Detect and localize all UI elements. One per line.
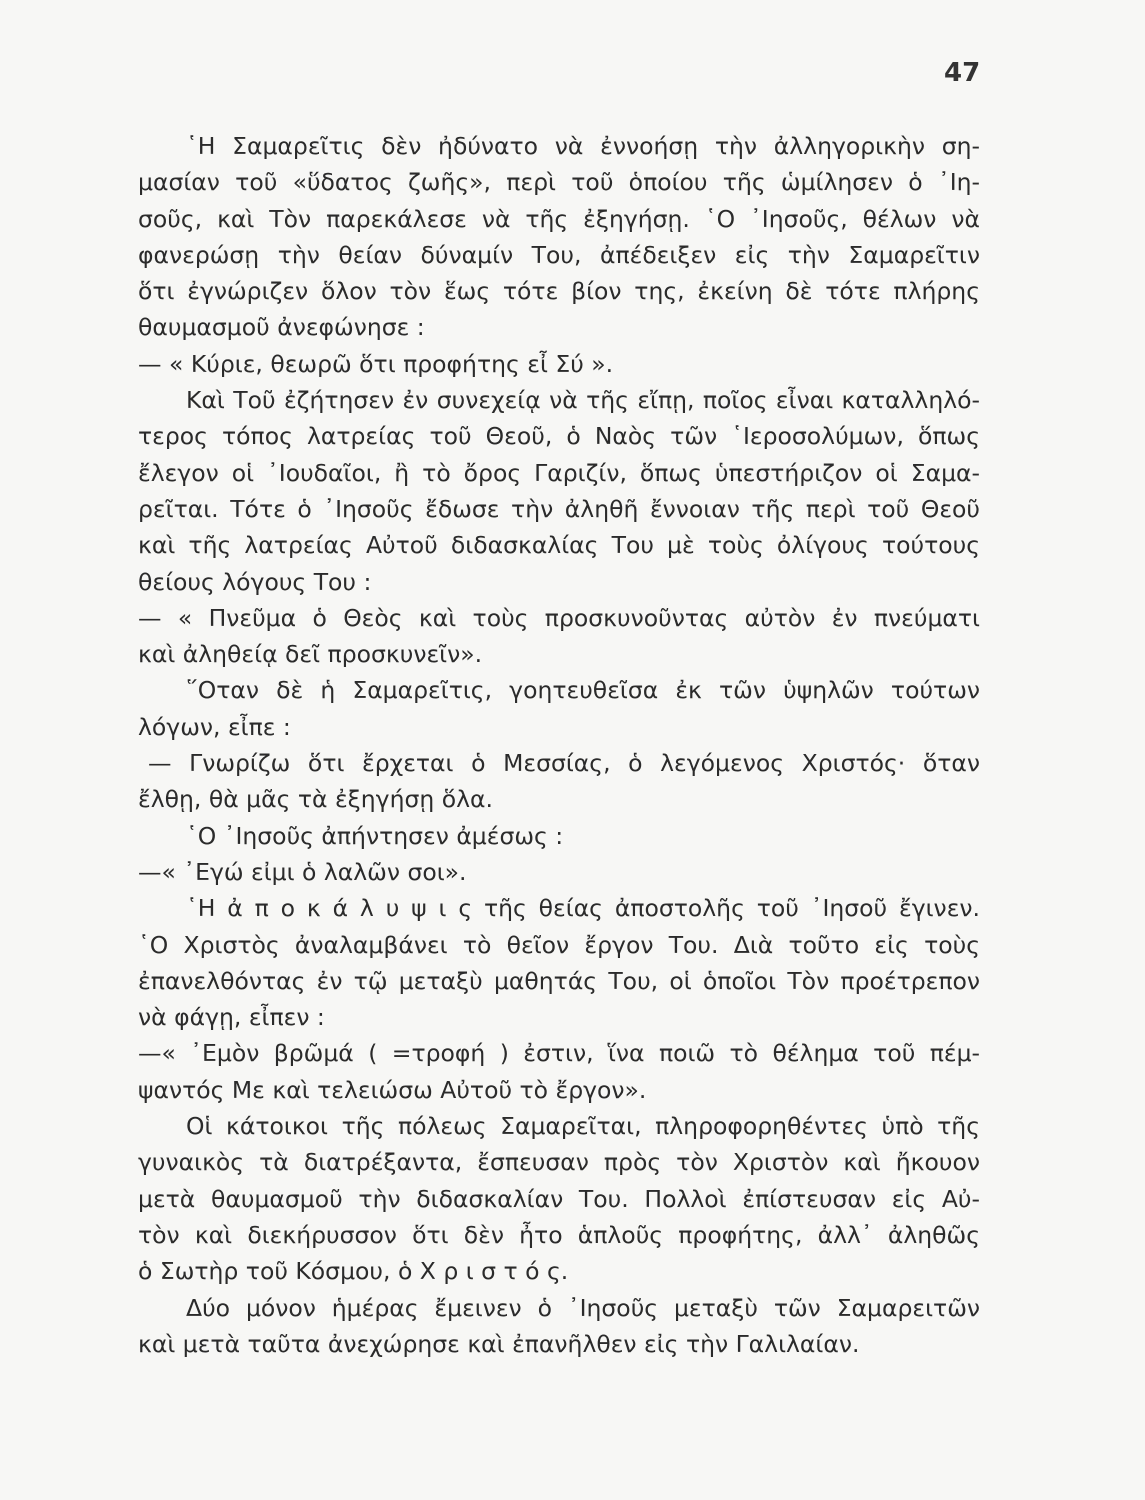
text-line: —« ᾿Εμὸν βρῶμά ( =τροφή ) ἐστιν, ἵνα ποιῶ τὸ θέλημα τοῦ πέμ- (138, 1039, 980, 1068)
text-line: Καὶ Τοῦ ἐζήτησεν ἐν συνεχείᾳ νὰ τῆς εἴπῃ, ποῖος εἶναι καταλληλό- (186, 386, 980, 415)
text-line: φανερώσῃ τὴν θείαν δύναμίν Του, ἀπέδειξεν εἰς τὴν Σαμαρεῖτιν (138, 240, 980, 269)
text-line: ἐπανελθόντας ἐν τῷ μεταξὺ μαθητάς Του, οἱ ὁποῖοι Τὸν προέτρεπον (138, 966, 980, 995)
text-line: ρεῖται. Τότε ὁ ᾿Ιησοῦς ἔδωσε τὴν ἀληθῆ ἔννοιαν τῆς περὶ τοῦ Θεοῦ (138, 494, 980, 523)
text-line: ὁ Σωτὴρ τοῦ Κόσμου, ὁ Χ ρ ι σ τ ό ς. (138, 1257, 569, 1286)
text-line: σοῦς, καὶ Τὸν παρεκάλεσε νὰ τῆς ἐξηγήσῃ. ῾Ο ᾿Ιησοῦς, θέλων νὰ (138, 204, 980, 233)
text-line: γυναικὸς τὰ διατρέξαντα, ἔσπευσαν πρὸς τὸν Χριστὸν καὶ ἤκουον (138, 1148, 980, 1177)
text-line: — Γνωρίζω ὅτι ἔρχεται ὁ Μεσσίας, ὁ λεγόμενος Χριστός· ὅταν (148, 749, 980, 778)
page-number: 47 (944, 58, 981, 88)
text-line: τὸν καὶ διεκήρυσσον ὅτι δὲν ἦτο ἁπλοῦς προφήτης, ἀλλ᾿ ἀληθῶς (138, 1220, 980, 1249)
text-line: ἔλθῃ, θὰ μᾶς τὰ ἐξηγήσῃ ὅλα. (138, 785, 493, 814)
text-line: ὅτι ἐγνώριζεν ὅλον τὸν ἕως τότε βίον της, ἐκείνη δὲ τότε πλήρης (138, 277, 980, 306)
text-line: ἔλεγον οἱ ᾿Ιουδαῖοι, ἢ τὸ ὄρος Γαριζίν, ὅπως ὑπεστήριζον οἱ Σαμα- (138, 458, 980, 487)
text-line: νὰ φάγῃ, εἶπεν : (138, 1003, 325, 1032)
text-line: ῾Ο ᾿Ιησοῦς ἀπήντησεν ἀμέσως : (186, 821, 564, 850)
text-line: καὶ ἀληθείᾳ δεῖ προσκυνεῖν». (138, 640, 483, 669)
text-line: ῾Η Σαμαρεῖτις δὲν ἠδύνατο νὰ ἐννοήσῃ τὴν ἀλληγορικὴν ση- (186, 132, 980, 160)
text-line: καὶ μετὰ ταῦτα ἀνεχώρησε καὶ ἐπανῆλθεν εἰς τὴν Γαλιλαίαν. (138, 1329, 860, 1358)
text-line: — « Πνεῦμα ὁ Θεὸς καὶ τοὺς προσκυνοῦντας αὐτὸν ἐν πνεύματι (138, 603, 980, 632)
text-line: ῾Ο Χριστὸς ἀναλαμβάνει τὸ θεῖον ἔργον Του. Διὰ τοῦτο εἰς τοὺς (138, 930, 980, 959)
text-line: θείους λόγους Του : (138, 567, 372, 596)
text-line: Οἱ κάτοικοι τῆς πόλεως Σαμαρεῖται, πληροφορηθέντες ὑπὸ τῆς (186, 1112, 980, 1141)
text-line: — « Κύριε, θεωρῶ ὅτι προφήτης εἶ Σύ ». (138, 349, 614, 378)
text-line: λόγων, εἶπε : (138, 712, 291, 741)
text-line: θαυμασμοῦ ἀνεφώνησε : (138, 313, 425, 342)
text-line: τερος τόπος λατρείας τοῦ Θεοῦ, ὁ Ναὸς τῶν ῾Ιεροσολύμων, ὅπως (138, 422, 980, 451)
text-line: —« ᾿Εγώ εἰμι ὁ λαλῶν σοι». (138, 857, 467, 886)
text-line: ῾Η ἀ π ο κ ά λ υ ψ ι ς τῆς θείας ἀποστολῆς τοῦ ᾿Ιησοῦ ἔγινεν. (186, 894, 980, 923)
body-text (138, 128, 980, 1362)
text-line: Δύο μόνον ἡμέρας ἔμεινεν ὁ ᾿Ιησοῦς μεταξὺ τῶν Σαμαρειτῶν (186, 1293, 980, 1322)
text-line: καὶ τῆς λατρείας Αὐτοῦ διδασκαλίας Του μὲ τοὺς ὀλίγους τούτους (138, 531, 980, 560)
text-line: ψαντός Με καὶ τελειώσω Αὐτοῦ τὸ ἔργον». (138, 1075, 647, 1104)
text-line: μετὰ θαυμασμοῦ τὴν διδασκαλίαν Του. Πολλοὶ ἐπίστευσαν εἰς Αὐ- (138, 1184, 980, 1213)
text-line: μασίαν τοῦ «ὕδατος ζωῆς», περὶ τοῦ ὁποίου τῆς ὡμίλησεν ὁ ᾿Ιη- (138, 168, 980, 197)
text-line: ῞Οταν δὲ ἡ Σαμαρεῖτις, γοητευθεῖσα ἐκ τῶν ὑψηλῶν τούτων (186, 676, 980, 705)
